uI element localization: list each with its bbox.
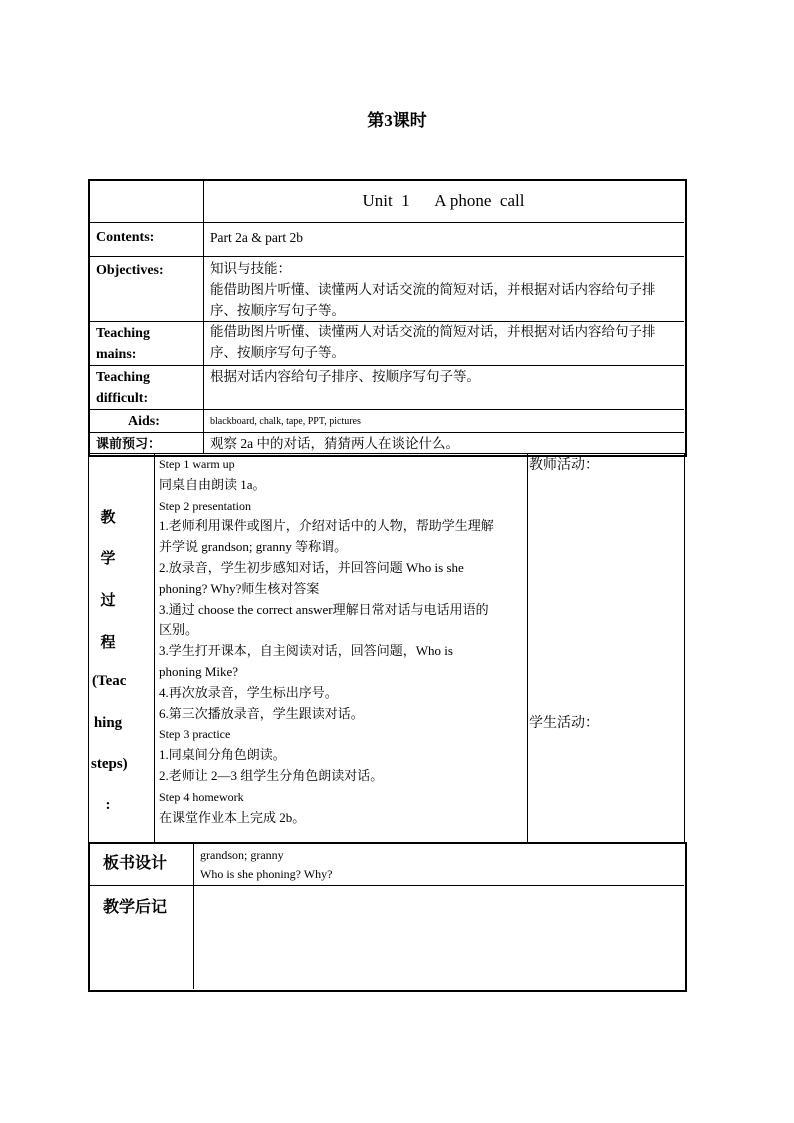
step-line: Step 2 presentation (159, 498, 251, 513)
teaching-mains-label: Teaching mains: (96, 326, 150, 362)
teaching-mains-value: 能借助图片听懂、读懂两人对话交流的简短对话，并根据对话内容给句子排 序、按顺序写句子等。 (210, 324, 656, 360)
step-line: 在课堂作业本上完成 2b。 (159, 809, 306, 825)
teacher-activity-label: 教师活动： (529, 458, 599, 473)
aids-label: Aids: (128, 414, 160, 429)
reflection-label: 教学后记 (103, 899, 168, 916)
unit-title: Unit 1 A phone call (362, 191, 525, 210)
step-line: phoning Mike? (159, 663, 239, 679)
step-line: Step 4 homework (159, 789, 244, 804)
step-line: 区别。 (159, 622, 199, 638)
step-line: 3.学生打开课本，自主阅读对话，回答问题，Who is (159, 643, 453, 659)
board-design-content: grandson; granny Who is she phoning? Why? (200, 848, 333, 881)
teaching-steps (159, 454, 525, 828)
step-line: 3.通过 choose the correct answer理解日常对话与电话用语的 (159, 601, 489, 617)
teaching-difficult-value: 根据对话内容给句子排序、按顺序写句子等。 (210, 369, 480, 384)
step-line: 6.第三次播放录音，学生跟读对话。 (159, 705, 364, 721)
objectives-value (210, 258, 682, 321)
preview-value: 观察 2a 中的对话，猜猜两人在谈论什么。 (210, 436, 459, 451)
step-line: Step 3 practice (159, 727, 231, 742)
contents-label: Contents: (96, 230, 155, 245)
board-design-label: 板书设计 (103, 855, 168, 872)
objectives-line: 知识与技能： (210, 261, 291, 276)
page-title: 第3课时 (367, 111, 427, 130)
step-line: 2.老师让 2—3 组学生分角色朗读对话。 (159, 767, 384, 783)
aids-value: blackboard, chalk, tape, PPT, pictures (210, 416, 361, 427)
teaching-difficult-label: Teaching difficult: (96, 370, 150, 406)
student-activity-label: 学生活动： (529, 716, 599, 731)
preview-label: 课前预习： (96, 436, 162, 451)
step-line: Step 1 warm up (159, 457, 235, 471)
step-line: 4.再次放录音，学生标出序号。 (159, 684, 338, 700)
step-line: 1.老师利用课件或图片，介绍对话中的人物，帮助学生理解 (159, 518, 494, 534)
step-line: phoning? Why?师生核对答案 (159, 580, 320, 596)
step-line: 同桌自由朗读 1a。 (159, 476, 266, 492)
step-line: 并学说 grandson; granny 等称谓。 (159, 539, 348, 555)
objectives-line: 能借助图片听懂、读懂两人对话交流的简短对话，并根据对话内容给句子排 (210, 282, 656, 297)
board-reflection-table (88, 842, 687, 992)
step-line: 2.放录音，学生初步感知对话，并回答问题 Who is she (159, 559, 464, 575)
objectives-line: 序、按顺序写句子等。 (210, 303, 345, 318)
contents-value: Part 2a & part 2b (210, 230, 303, 245)
step-line: 1.同桌间分角色朗读。 (159, 747, 286, 763)
objectives-label: Objectives: (96, 263, 164, 278)
